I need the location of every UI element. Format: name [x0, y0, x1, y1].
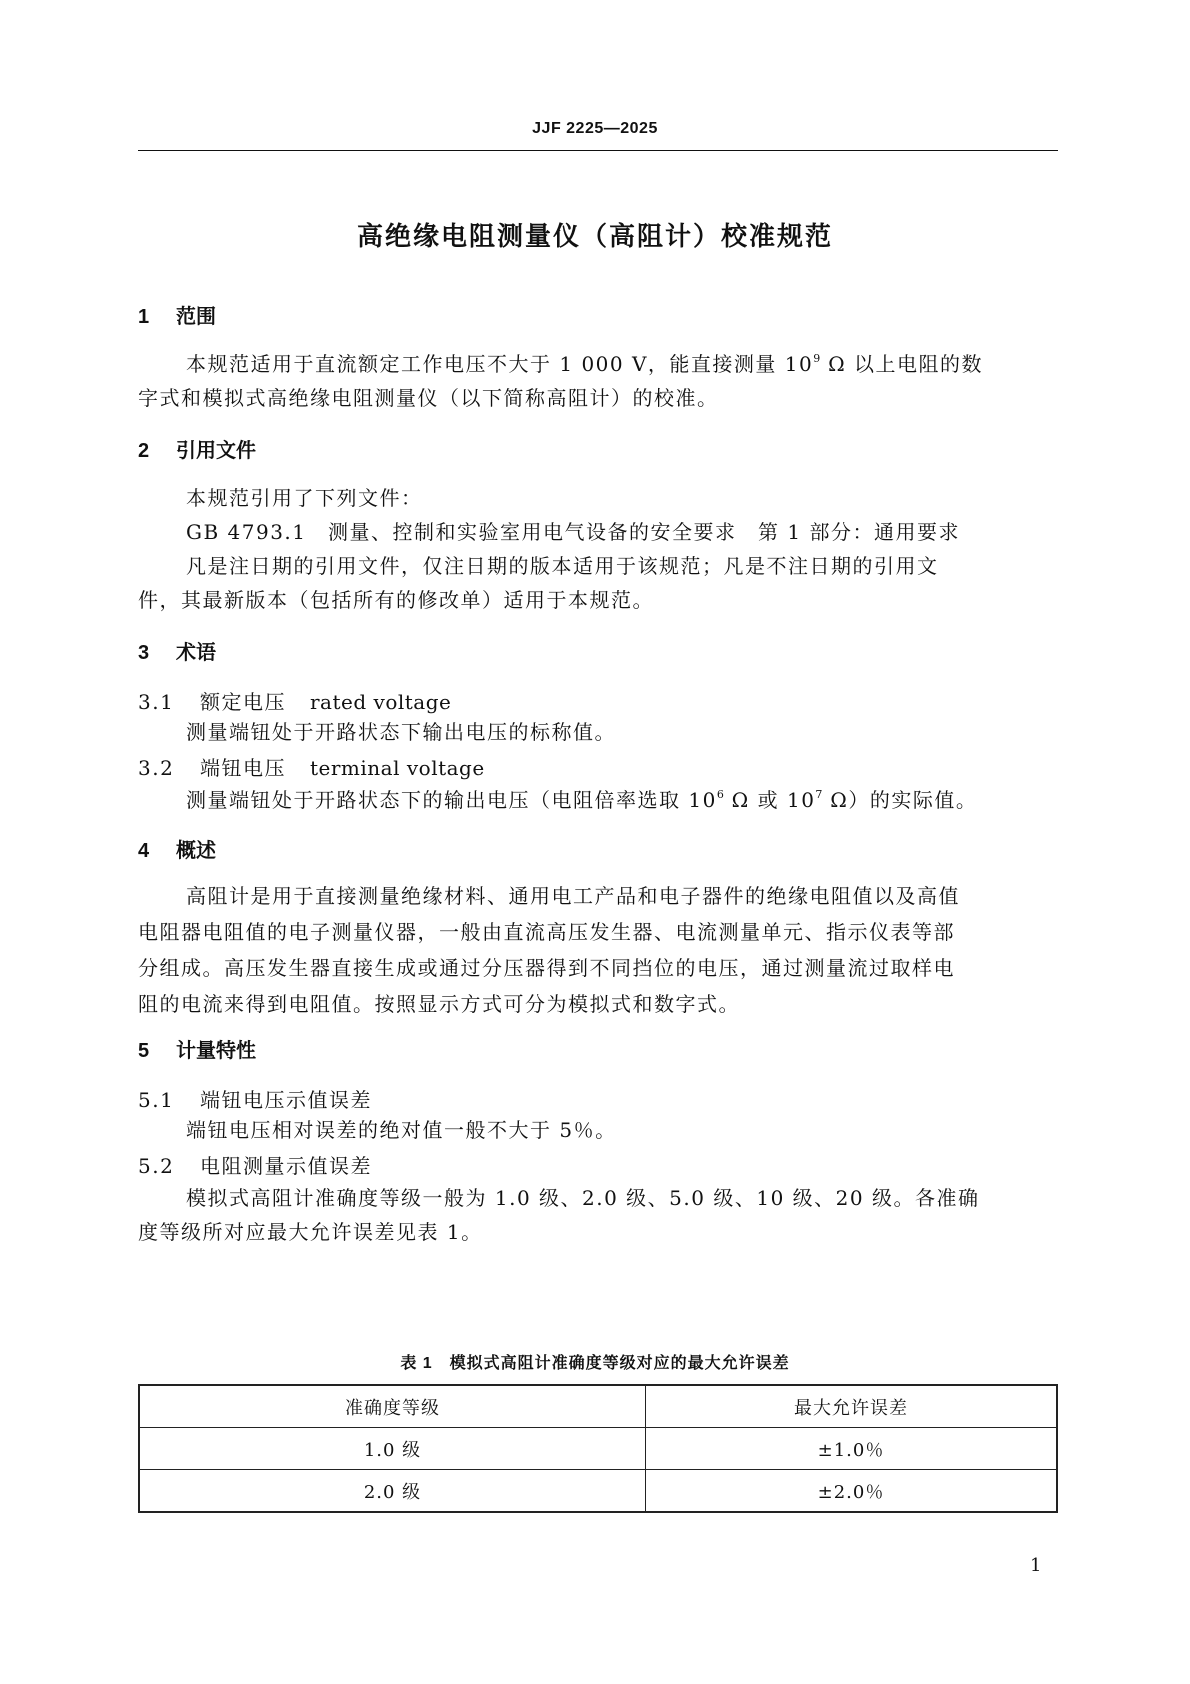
table-header-cell: 最大允许误差 [646, 1385, 1058, 1428]
page-number: 1 [1030, 1555, 1042, 1576]
term-chinese: 端钮电压 [200, 756, 286, 780]
clause-title: 电阻测量示值误差 [200, 1154, 372, 1178]
table-header-cell: 准确度等级 [139, 1385, 646, 1428]
reference-gb4793: GB 4793.1 测量、控制和实验室用电气设备的安全要求 第 1 部分：通用要求 [186, 520, 960, 544]
table-1-caption: 表 1 模拟式高阻计准确度等级对应的最大允许误差 [400, 1355, 790, 1372]
section-number: 1 [138, 306, 150, 328]
document-code-header: JJF 2225—2025 [532, 120, 658, 137]
section-number: 3 [138, 642, 150, 664]
section-2-line-3: 凡是注日期的引用文件，仅注日期的版本适用于该规范；凡是不注日期的引用文 [186, 554, 939, 578]
table-row [139, 1470, 1057, 1513]
clause-5-2-line-2: 度等级所对应最大允许误差见表 1。 [138, 1220, 483, 1244]
clause-number: 5.2 [138, 1154, 175, 1178]
section-title: 计量特性 [176, 1040, 256, 1062]
clause-number: 5.1 [138, 1088, 175, 1112]
clause-title: 端钮电压示值误差 [200, 1088, 372, 1112]
text-run: Ω 以上电阻的数 [820, 352, 984, 376]
section-4-line-3: 分组成。高压发生器直接生成或通过分压器得到不同挡位的电压，通过测量流过取样电 [138, 956, 955, 980]
table-cell: 2.0 级 [139, 1470, 646, 1513]
table-cell: ±1.0％ [646, 1428, 1058, 1470]
superscript: 9 [813, 352, 821, 365]
section-2-heading [138, 434, 256, 463]
section-number: 2 [138, 440, 150, 462]
header-rule [138, 150, 1058, 151]
section-4-line-4: 阻的电流来得到电阻值。按照显示方式可分为模拟式和数字式。 [138, 992, 740, 1016]
term-3-1-definition: 测量端钮处于开路状态下输出电压的标称值。 [186, 720, 616, 744]
clause-5-1-text: 端钮电压相对误差的绝对值一般不大于 5％。 [186, 1118, 617, 1142]
section-4-heading [138, 834, 216, 863]
section-1-heading [138, 300, 216, 329]
section-2-line-1: 本规范引用了下列文件： [186, 486, 423, 510]
section-title: 范围 [176, 306, 216, 328]
section-title: 术语 [176, 642, 216, 664]
section-5-heading [138, 1034, 256, 1063]
text-run: 测量端钮处于开路状态下的输出电压（电阻倍率选取 10 [186, 788, 717, 812]
text-run: Ω 或 10 [723, 788, 816, 812]
section-4-line-1: 高阻计是用于直接测量绝缘材料、通用电工产品和电子器件的绝缘电阻值以及高值 [186, 884, 960, 908]
superscript: 6 [716, 788, 724, 801]
section-1-paragraph-line-1 [186, 346, 983, 382]
term-3-2-definition [186, 782, 977, 818]
section-title: 概述 [176, 840, 216, 862]
section-number: 5 [138, 1040, 150, 1062]
document-title: 高绝缘电阻测量仪（高阻计）校准规范 [356, 221, 833, 251]
term-number: 3.1 [138, 690, 175, 714]
table-1 [138, 1384, 1058, 1513]
term-3-1-heading [138, 686, 451, 715]
section-3-heading [138, 636, 216, 665]
table-header-row [139, 1385, 1057, 1428]
table-cell: 1.0 级 [139, 1428, 646, 1470]
section-4-line-2: 电阻器电阻值的电子测量仪器，一般由直流高压发生器、电流测量单元、指示仪表等部 [138, 920, 955, 944]
clause-5-2-line-1: 模拟式高阻计准确度等级一般为 1.0 级、2.0 级、5.0 级、10 级、20 级。各准确 [186, 1186, 980, 1210]
text-run: Ω）的实际值。 [822, 788, 978, 812]
clause-5-2-heading [138, 1150, 372, 1179]
superscript: 7 [815, 788, 823, 801]
text-run: 本规范适用于直流额定工作电压不大于 1 000 V，能直接测量 10 [186, 352, 814, 376]
term-english: rated voltage [310, 690, 452, 714]
clause-5-1-heading [138, 1084, 372, 1113]
term-3-2-heading [138, 752, 485, 781]
term-chinese: 额定电压 [200, 690, 286, 714]
section-title: 引用文件 [176, 440, 256, 462]
section-1-paragraph-line-2: 字式和模拟式高绝缘电阻测量仪（以下简称高阻计）的校准。 [138, 386, 719, 410]
table-row [139, 1428, 1057, 1470]
term-english: terminal voltage [310, 756, 485, 780]
table-cell: ±2.0％ [646, 1470, 1058, 1513]
section-number: 4 [138, 840, 150, 862]
section-2-line-4: 件，其最新版本（包括所有的修改单）适用于本规范。 [138, 588, 654, 612]
term-number: 3.2 [138, 756, 175, 780]
